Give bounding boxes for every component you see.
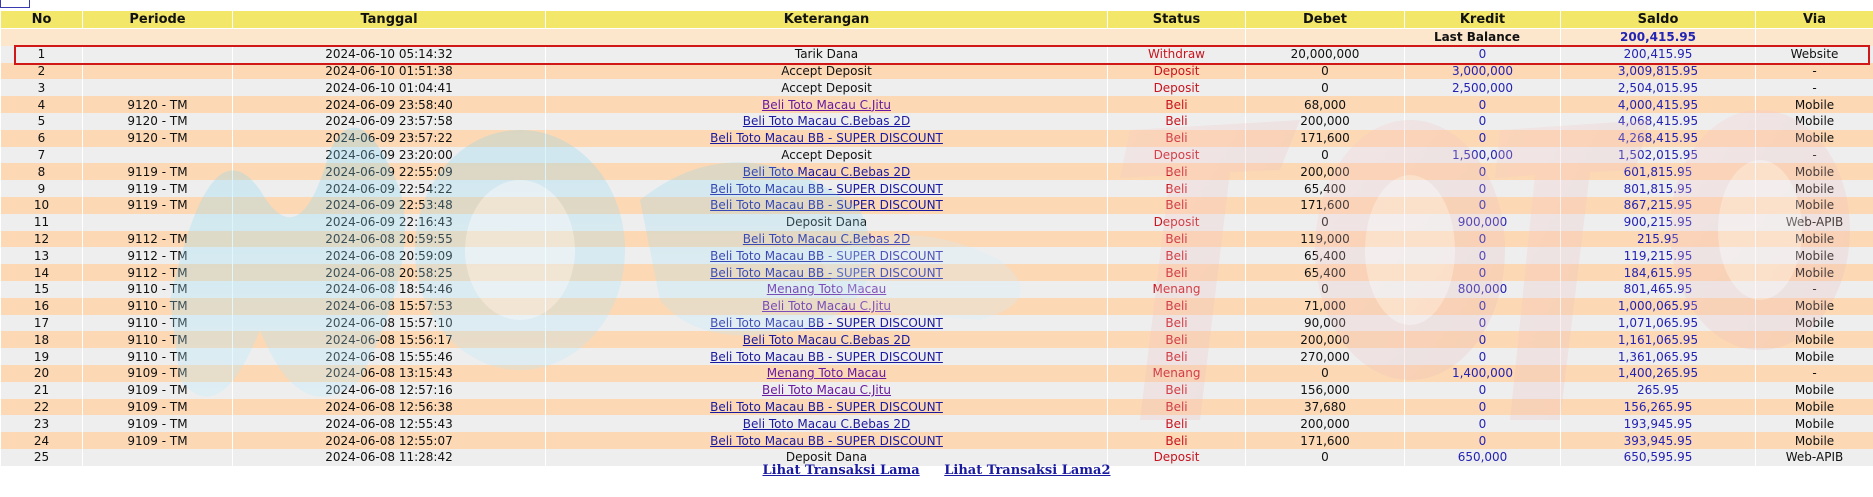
- lihat-transaksi-lama2-link[interactable]: Lihat Transaksi Lama2: [944, 463, 1111, 478]
- cell-keterangan: Tarik Dana: [546, 46, 1108, 63]
- cell-debet: 0: [1246, 281, 1405, 298]
- cell-tanggal: 2024-06-09 22:55:09: [233, 163, 546, 180]
- table-row: [1, 147, 1873, 164]
- cell-via: Web-APIB: [1756, 449, 1873, 466]
- cell-keterangan: Accept Deposit: [546, 63, 1108, 80]
- corner-expand-icon[interactable]: [0, 0, 30, 8]
- keterangan-link[interactable]: Beli Toto Macau C.Bebas 2D: [742, 114, 911, 129]
- cell-kredit: 1,500,000: [1405, 147, 1561, 164]
- cell-via: -: [1756, 147, 1873, 164]
- cell-keterangan: [546, 281, 1108, 298]
- col-header-kredit: Kredit: [1405, 11, 1561, 29]
- last-balance-row: [1, 29, 1873, 46]
- cell-status: Deposit: [1108, 449, 1246, 466]
- cell-keterangan: [546, 432, 1108, 449]
- cell-saldo: 4,268,415.95: [1561, 130, 1756, 147]
- keterangan-link[interactable]: Beli Toto Macau BB - SUPER DISCOUNT: [710, 198, 943, 213]
- cell-no: 21: [1, 382, 83, 399]
- table-row: [1, 180, 1873, 197]
- cell-no: 22: [1, 399, 83, 416]
- cell-saldo: 215.95: [1561, 231, 1756, 248]
- cell-debet: 0: [1246, 449, 1405, 466]
- cell-status: Deposit: [1108, 79, 1246, 96]
- cell-keterangan: Deposit Dana: [546, 449, 1108, 466]
- cell-kredit: 0: [1405, 197, 1561, 214]
- cell-saldo: 184,615.95: [1561, 264, 1756, 281]
- cell-kredit: 0: [1405, 298, 1561, 315]
- cell-kredit: 0: [1405, 382, 1561, 399]
- cell-kredit: 0: [1405, 180, 1561, 197]
- cell-status: Beli: [1108, 96, 1246, 113]
- cell-via: Mobile: [1756, 130, 1873, 147]
- table-row: [1, 399, 1873, 416]
- cell-periode: 9109 - TM: [83, 399, 233, 416]
- table-row: [1, 113, 1873, 130]
- cell-tanggal: 2024-06-10 05:14:32: [233, 46, 546, 63]
- cell-status: Beli: [1108, 382, 1246, 399]
- cell-periode: 9110 - TM: [83, 331, 233, 348]
- cell-saldo: 4,000,415.95: [1561, 96, 1756, 113]
- cell-no: 24: [1, 432, 83, 449]
- cell-tanggal: 2024-06-09 22:54:22: [233, 180, 546, 197]
- cell-periode: [83, 147, 233, 164]
- cell-keterangan: [546, 331, 1108, 348]
- col-header-debet: Debet: [1246, 11, 1405, 29]
- keterangan-link[interactable]: Beli Toto Macau C.Bebas 2D: [742, 231, 911, 246]
- cell-no: 18: [1, 331, 83, 348]
- cell-debet: 68,000: [1246, 96, 1405, 113]
- cell-via: Mobile: [1756, 231, 1873, 248]
- cell-saldo: 601,815.95: [1561, 163, 1756, 180]
- cell-status: Beli: [1108, 197, 1246, 214]
- cell-keterangan: [546, 365, 1108, 382]
- cell-no: 14: [1, 264, 83, 281]
- keterangan-link[interactable]: Beli Toto Macau BB - SUPER DISCOUNT: [710, 265, 943, 280]
- keterangan-link[interactable]: Menang Toto Macau: [766, 366, 887, 381]
- cell-debet: 200,000: [1246, 113, 1405, 130]
- cell-via: Mobile: [1756, 382, 1873, 399]
- cell-via: Mobile: [1756, 298, 1873, 315]
- cell-no: 12: [1, 231, 83, 248]
- cell-tanggal: 2024-06-08 12:56:38: [233, 399, 546, 416]
- table-header-row: [1, 11, 1873, 29]
- cell-no: 23: [1, 415, 83, 432]
- cell-debet: 65,400: [1246, 264, 1405, 281]
- table-row: [1, 79, 1873, 96]
- cell-no: 2: [1, 63, 83, 80]
- cell-tanggal: 2024-06-08 20:58:25: [233, 264, 546, 281]
- table-row: [1, 214, 1873, 231]
- cell-periode: [83, 46, 233, 63]
- cell-keterangan: [546, 298, 1108, 315]
- cell-periode: 9110 - TM: [83, 348, 233, 365]
- cell-keterangan: Accept Deposit: [546, 147, 1108, 164]
- cell-saldo: 193,945.95: [1561, 415, 1756, 432]
- cell-tanggal: 2024-06-08 11:28:42: [233, 449, 546, 466]
- last-balance-value: 200,415.95: [1561, 29, 1756, 46]
- cell-debet: 119,000: [1246, 231, 1405, 248]
- cell-debet: 156,000: [1246, 382, 1405, 399]
- cell-saldo: 650,595.95: [1561, 449, 1756, 466]
- cell-via: Mobile: [1756, 399, 1873, 416]
- cell-via: Website: [1756, 46, 1873, 63]
- cell-debet: 0: [1246, 365, 1405, 382]
- cell-kredit: 650,000: [1405, 449, 1561, 466]
- cell-status: Beli: [1108, 231, 1246, 248]
- table-row: [1, 197, 1873, 214]
- cell-status: Beli: [1108, 415, 1246, 432]
- col-header-saldo: Saldo: [1561, 11, 1756, 29]
- cell-keterangan: [546, 113, 1108, 130]
- keterangan-link[interactable]: Beli Toto Macau C.Bebas 2D: [742, 332, 911, 347]
- cell-keterangan: [546, 163, 1108, 180]
- keterangan-link[interactable]: Beli Toto Macau BB - SUPER DISCOUNT: [710, 181, 943, 196]
- cell-via: Mobile: [1756, 331, 1873, 348]
- col-header-tanggal: Tanggal: [233, 11, 546, 29]
- cell-tanggal: 2024-06-09 22:53:48: [233, 197, 546, 214]
- table-row: [1, 281, 1873, 298]
- cell-debet: 200,000: [1246, 331, 1405, 348]
- cell-keterangan: [546, 348, 1108, 365]
- cell-keterangan: [546, 264, 1108, 281]
- cell-status: Deposit: [1108, 63, 1246, 80]
- cell-kredit: 0: [1405, 331, 1561, 348]
- cell-keterangan: [546, 180, 1108, 197]
- cell-saldo: 4,068,415.95: [1561, 113, 1756, 130]
- cell-periode: 9120 - TM: [83, 130, 233, 147]
- cell-via: Mobile: [1756, 163, 1873, 180]
- cell-no: 19: [1, 348, 83, 365]
- cell-periode: 9110 - TM: [83, 281, 233, 298]
- cell-via: -: [1756, 79, 1873, 96]
- cell-kredit: 0: [1405, 415, 1561, 432]
- cell-keterangan: [546, 247, 1108, 264]
- cell-no: 6: [1, 130, 83, 147]
- cell-saldo: 393,945.95: [1561, 432, 1756, 449]
- cell-via: Mobile: [1756, 96, 1873, 113]
- cell-status: Deposit: [1108, 147, 1246, 164]
- cell-debet: 171,600: [1246, 197, 1405, 214]
- footer-links: [0, 463, 1873, 478]
- cell-tanggal: 2024-06-08 15:56:17: [233, 331, 546, 348]
- cell-no: 11: [1, 214, 83, 231]
- cell-keterangan: [546, 231, 1108, 248]
- cell-keterangan: [546, 197, 1108, 214]
- cell-debet: 0: [1246, 63, 1405, 80]
- cell-kredit: 0: [1405, 46, 1561, 63]
- cell-no: 1: [1, 46, 83, 63]
- cell-tanggal: 2024-06-10 01:51:38: [233, 63, 546, 80]
- cell-kredit: 0: [1405, 231, 1561, 248]
- col-header-periode: Periode: [83, 11, 233, 29]
- table-row: [1, 298, 1873, 315]
- cell-keterangan: [546, 415, 1108, 432]
- cell-saldo: 867,215.95: [1561, 197, 1756, 214]
- cell-periode: [83, 63, 233, 80]
- cell-periode: 9119 - TM: [83, 180, 233, 197]
- cell-tanggal: 2024-06-08 12:55:07: [233, 432, 546, 449]
- cell-no: 17: [1, 315, 83, 332]
- cell-periode: 9120 - TM: [83, 113, 233, 130]
- cell-periode: 9109 - TM: [83, 432, 233, 449]
- table-row: [1, 315, 1873, 332]
- cell-keterangan: [546, 130, 1108, 147]
- cell-kredit: 0: [1405, 315, 1561, 332]
- cell-kredit: 0: [1405, 264, 1561, 281]
- cell-saldo: 1,400,265.95: [1561, 365, 1756, 382]
- table-row: [1, 331, 1873, 348]
- keterangan-link[interactable]: Menang Toto Macau: [766, 282, 887, 297]
- table-row: [1, 415, 1873, 432]
- transaction-table: [0, 10, 1873, 466]
- cell-periode: 9119 - TM: [83, 197, 233, 214]
- cell-via: Mobile: [1756, 113, 1873, 130]
- cell-keterangan: [546, 96, 1108, 113]
- cell-tanggal: 2024-06-08 12:57:16: [233, 382, 546, 399]
- cell-periode: 9120 - TM: [83, 96, 233, 113]
- cell-debet: 0: [1246, 79, 1405, 96]
- cell-debet: 171,600: [1246, 130, 1405, 147]
- lihat-transaksi-lama-link[interactable]: Lihat Transaksi Lama: [762, 463, 920, 478]
- cell-periode: 9119 - TM: [83, 163, 233, 180]
- table-row: [1, 365, 1873, 382]
- keterangan-link[interactable]: Beli Toto Macau C.Bebas 2D: [742, 416, 911, 431]
- cell-saldo: 2,504,015.95: [1561, 79, 1756, 96]
- cell-tanggal: 2024-06-08 20:59:55: [233, 231, 546, 248]
- cell-saldo: 156,265.95: [1561, 399, 1756, 416]
- cell-debet: 0: [1246, 214, 1405, 231]
- cell-no: 4: [1, 96, 83, 113]
- cell-status: Beli: [1108, 432, 1246, 449]
- cell-status: Beli: [1108, 247, 1246, 264]
- cell-periode: [83, 214, 233, 231]
- col-header-keterangan: Keterangan: [546, 11, 1108, 29]
- cell-saldo: 1,000,065.95: [1561, 298, 1756, 315]
- cell-tanggal: 2024-06-09 23:57:58: [233, 113, 546, 130]
- cell-via: Mobile: [1756, 415, 1873, 432]
- cell-status: Beli: [1108, 399, 1246, 416]
- cell-tanggal: 2024-06-08 18:54:46: [233, 281, 546, 298]
- cell-debet: 65,400: [1246, 247, 1405, 264]
- table-row: [1, 348, 1873, 365]
- cell-no: 20: [1, 365, 83, 382]
- cell-saldo: 900,215.95: [1561, 214, 1756, 231]
- cell-via: -: [1756, 365, 1873, 382]
- cell-via: Mobile: [1756, 197, 1873, 214]
- cell-via: Mobile: [1756, 180, 1873, 197]
- cell-no: 25: [1, 449, 83, 466]
- cell-via: Mobile: [1756, 264, 1873, 281]
- cell-tanggal: 2024-06-09 23:20:00: [233, 147, 546, 164]
- cell-keterangan: Deposit Dana: [546, 214, 1108, 231]
- cell-kredit: 800,000: [1405, 281, 1561, 298]
- cell-debet: 200,000: [1246, 163, 1405, 180]
- cell-saldo: 1,161,065.95: [1561, 331, 1756, 348]
- cell-tanggal: 2024-06-08 13:15:43: [233, 365, 546, 382]
- table-row: [1, 247, 1873, 264]
- cell-status: Beli: [1108, 130, 1246, 147]
- keterangan-link[interactable]: Beli Toto Macau C.Jitu: [761, 97, 892, 112]
- cell-debet: 20,000,000: [1246, 46, 1405, 63]
- cell-tanggal: 2024-06-08 15:57:10: [233, 315, 546, 332]
- cell-saldo: 265.95: [1561, 382, 1756, 399]
- table-row: [1, 432, 1873, 449]
- cell-status: Beli: [1108, 264, 1246, 281]
- cell-saldo: 1,071,065.95: [1561, 315, 1756, 332]
- table-row: [1, 382, 1873, 399]
- last-balance-label: Last Balance: [1246, 29, 1561, 46]
- cell-status: Beli: [1108, 180, 1246, 197]
- cell-status: Menang: [1108, 365, 1246, 382]
- cell-no: 13: [1, 247, 83, 264]
- cell-periode: 9112 - TM: [83, 231, 233, 248]
- cell-kredit: 900,000: [1405, 214, 1561, 231]
- cell-debet: 71,000: [1246, 298, 1405, 315]
- cell-no: 15: [1, 281, 83, 298]
- keterangan-link[interactable]: Beli Toto Macau C.Jitu: [761, 299, 892, 314]
- cell-via: Mobile: [1756, 348, 1873, 365]
- cell-periode: 9110 - TM: [83, 298, 233, 315]
- cell-kredit: 0: [1405, 130, 1561, 147]
- cell-no: 3: [1, 79, 83, 96]
- cell-status: Beli: [1108, 298, 1246, 315]
- cell-kredit: 0: [1405, 163, 1561, 180]
- keterangan-link[interactable]: Beli Toto Macau C.Bebas 2D: [742, 164, 911, 179]
- cell-debet: 200,000: [1246, 415, 1405, 432]
- cell-periode: 9110 - TM: [83, 315, 233, 332]
- cell-keterangan: [546, 315, 1108, 332]
- col-header-via: Via: [1756, 11, 1873, 29]
- cell-status: Menang: [1108, 281, 1246, 298]
- table-row: [1, 163, 1873, 180]
- cell-debet: 65,400: [1246, 180, 1405, 197]
- cell-keterangan: [546, 399, 1108, 416]
- cell-saldo: 801,465.95: [1561, 281, 1756, 298]
- cell-kredit: 0: [1405, 113, 1561, 130]
- cell-periode: [83, 79, 233, 96]
- table-row: [1, 96, 1873, 113]
- cell-tanggal: 2024-06-08 15:55:46: [233, 348, 546, 365]
- cell-via: Web-APIB: [1756, 214, 1873, 231]
- keterangan-link[interactable]: Beli Toto Macau BB - SUPER DISCOUNT: [710, 399, 943, 414]
- cell-kredit: 1,400,000: [1405, 365, 1561, 382]
- cell-status: Beli: [1108, 331, 1246, 348]
- cell-debet: 37,680: [1246, 399, 1405, 416]
- cell-via: Mobile: [1756, 247, 1873, 264]
- cell-no: 7: [1, 147, 83, 164]
- cell-saldo: 1,502,015.95: [1561, 147, 1756, 164]
- cell-kredit: 0: [1405, 348, 1561, 365]
- cell-saldo: 801,815.95: [1561, 180, 1756, 197]
- cell-kredit: 2,500,000: [1405, 79, 1561, 96]
- cell-saldo: 3,009,815.95: [1561, 63, 1756, 80]
- cell-tanggal: 2024-06-08 15:57:53: [233, 298, 546, 315]
- cell-tanggal: 2024-06-09 23:58:40: [233, 96, 546, 113]
- keterangan-link[interactable]: Beli Toto Macau BB - SUPER DISCOUNT: [710, 248, 943, 263]
- table-row: [1, 264, 1873, 281]
- cell-saldo: 1,361,065.95: [1561, 348, 1756, 365]
- keterangan-link[interactable]: Beli Toto Macau BB - SUPER DISCOUNT: [710, 131, 943, 146]
- cell-no: 10: [1, 197, 83, 214]
- cell-tanggal: 2024-06-09 23:57:22: [233, 130, 546, 147]
- cell-kredit: 0: [1405, 432, 1561, 449]
- cell-periode: 9109 - TM: [83, 365, 233, 382]
- cell-no: 9: [1, 180, 83, 197]
- cell-tanggal: 2024-06-10 01:04:41: [233, 79, 546, 96]
- table-row: [1, 231, 1873, 248]
- cell-no: 5: [1, 113, 83, 130]
- table-row: [1, 46, 1873, 63]
- cell-kredit: 0: [1405, 399, 1561, 416]
- cell-periode: 9109 - TM: [83, 415, 233, 432]
- cell-via: Mobile: [1756, 315, 1873, 332]
- cell-tanggal: 2024-06-08 12:55:43: [233, 415, 546, 432]
- cell-periode: 9109 - TM: [83, 382, 233, 399]
- cell-kredit: 0: [1405, 247, 1561, 264]
- col-header-status: Status: [1108, 11, 1246, 29]
- cell-debet: 0: [1246, 147, 1405, 164]
- cell-kredit: 0: [1405, 96, 1561, 113]
- table-row: [1, 130, 1873, 147]
- cell-via: Mobile: [1756, 432, 1873, 449]
- cell-kredit: 3,000,000: [1405, 63, 1561, 80]
- cell-saldo: 200,415.95: [1561, 46, 1756, 63]
- cell-debet: 90,000: [1246, 315, 1405, 332]
- cell-tanggal: 2024-06-08 20:59:09: [233, 247, 546, 264]
- cell-no: 16: [1, 298, 83, 315]
- keterangan-link[interactable]: Beli Toto Macau C.Jitu: [761, 383, 892, 398]
- keterangan-link[interactable]: Beli Toto Macau BB - SUPER DISCOUNT: [710, 349, 943, 364]
- keterangan-link[interactable]: Beli Toto Macau BB - SUPER DISCOUNT: [710, 433, 943, 448]
- cell-tanggal: 2024-06-09 22:16:43: [233, 214, 546, 231]
- col-header-no: No: [1, 11, 83, 29]
- cell-saldo: 119,215.95: [1561, 247, 1756, 264]
- cell-via: -: [1756, 281, 1873, 298]
- cell-keterangan: Accept Deposit: [546, 79, 1108, 96]
- cell-periode: 9112 - TM: [83, 264, 233, 281]
- cell-status: Beli: [1108, 348, 1246, 365]
- cell-no: 8: [1, 163, 83, 180]
- cell-status: Deposit: [1108, 214, 1246, 231]
- cell-keterangan: [546, 382, 1108, 399]
- cell-debet: 171,600: [1246, 432, 1405, 449]
- cell-debet: 270,000: [1246, 348, 1405, 365]
- cell-status: Beli: [1108, 163, 1246, 180]
- keterangan-link[interactable]: Beli Toto Macau BB - SUPER DISCOUNT: [710, 315, 943, 330]
- cell-status: Beli: [1108, 315, 1246, 332]
- cell-periode: 9112 - TM: [83, 247, 233, 264]
- cell-status: Beli: [1108, 113, 1246, 130]
- cell-status: Withdraw: [1108, 46, 1246, 63]
- table-row: [1, 63, 1873, 80]
- cell-via: -: [1756, 63, 1873, 80]
